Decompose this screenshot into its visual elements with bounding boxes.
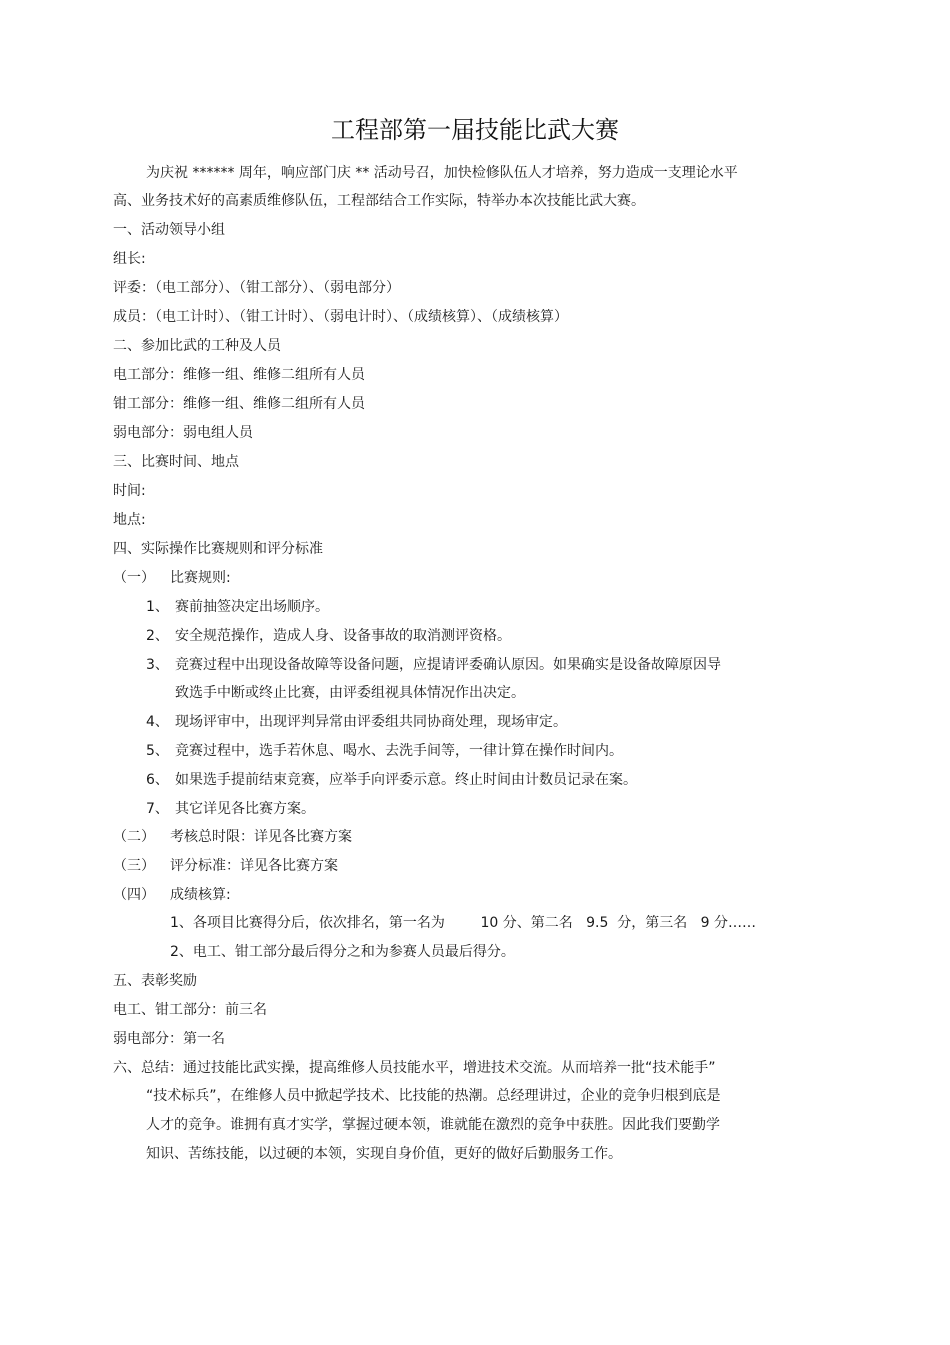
rule-text: 安全规范操作，造成人身、设备事故的取消测评资格。 <box>175 628 511 644</box>
members-line: 成员：（电工计时）、（钳工计时）、（弱电计时）、（成绩核算）、（成绩核算） <box>113 309 568 325</box>
section-5-heading: 五、表彰奖励 <box>113 973 197 989</box>
score-rule-2: 2、电工、钳工部分最后得分之和为参赛人员最后得分。 <box>170 944 515 960</box>
intro-line-1: 为庆祝 ****** 周年，响应部门庆 ** 活动号召，加快检修队伍人才培养，努力造成一支理论水平 <box>146 165 738 181</box>
summary-line-4: 知识、苦练技能，以过硬的本领，实现自身价值，更好的做好后勤服务工作。 <box>146 1146 622 1162</box>
rule-text: 如果选手提前结束竞赛，应举手向评委示意。终止时间由计数员记录在案。 <box>175 772 637 788</box>
rule-text: 赛前抽签决定出场顺序。 <box>175 599 329 615</box>
rule-number: 1、 <box>146 599 169 615</box>
rule-number: 4、 <box>146 714 169 730</box>
rule-item <box>146 742 623 760</box>
leader-line: 组长: <box>113 251 146 267</box>
section-4-heading: 四、实际操作比赛规则和评分标准 <box>113 541 323 557</box>
rule-number: 3、 <box>146 657 169 673</box>
fitter-line: 钳工部分：维修一组、维修二组所有人员 <box>113 396 365 412</box>
rule-item <box>146 598 329 616</box>
rule-text: 竞赛过程中，选手若休息、喝水、去洗手间等，一律计算在操作时间内。 <box>175 743 623 759</box>
rule-text: 致选手中断或终止比赛，由评委组视具体情况作出决定。 <box>175 685 525 701</box>
subsection-number: （二） <box>113 829 155 845</box>
subsection-1 <box>113 569 231 587</box>
intro-line-2: 高、业务技术好的高素质维修队伍，工程部结合工作实际，特举办本次技能比武大赛。 <box>113 193 645 209</box>
score-rule-1: 1、各项目比赛得分后，依次排名，第一名为 10 分、第二名 9.5 分，第三名 9 分…… <box>170 915 756 931</box>
subsection-text: 评分标准：详见各比赛方案 <box>170 858 338 874</box>
subsection-text: 成绩核算: <box>170 887 231 903</box>
rule-text: 竞赛过程中出现设备故障等设备问题，应提请评委确认原因。如果确实是设备故障原因导 <box>175 657 721 673</box>
judges-line: 评委：（电工部分）、（钳工部分）、（弱电部分） <box>113 280 400 296</box>
rule-item <box>146 800 315 818</box>
weak-current-line: 弱电部分：弱电组人员 <box>113 425 253 441</box>
summary-line-2: “技术标兵”，在维修人员中掀起学技术、比技能的热潮。总经理讲过，企业的竞争归根到底是 <box>146 1088 721 1104</box>
subsection-text: 考核总时限：详见各比赛方案 <box>170 829 352 845</box>
subsection-2 <box>113 828 352 846</box>
rule-item <box>146 771 637 789</box>
subsection-text: 比赛规则: <box>170 570 231 586</box>
award-line-a: 电工、钳工部分：前三名 <box>113 1002 267 1018</box>
rule-text: 现场评审中，出现评判异常由评委组共同协商处理，现场审定。 <box>175 714 567 730</box>
section-3-heading: 三、比赛时间、地点 <box>113 454 239 470</box>
award-line-b: 弱电部分：第一名 <box>113 1031 225 1047</box>
electric-line: 电工部分：维修一组、维修二组所有人员 <box>113 367 365 383</box>
rule-item-continuation <box>146 684 525 702</box>
rule-number: 5、 <box>146 743 169 759</box>
rule-item <box>146 713 567 731</box>
summary-line-1: 六、总结：通过技能比武实操，提高维修人员技能水平，增进技术交流。从而培养一批“技术能手” <box>113 1060 716 1076</box>
section-1-heading: 一、活动领导小组 <box>113 222 225 238</box>
place-line: 地点: <box>113 512 146 528</box>
rule-item <box>146 656 721 674</box>
page-title: 工程部第一届技能比武大赛 <box>331 116 619 144</box>
rule-number: 2、 <box>146 628 169 644</box>
time-line: 时间: <box>113 483 146 499</box>
rule-number: 7、 <box>146 801 169 817</box>
subsection-number: （四） <box>113 887 155 903</box>
rule-item <box>146 627 511 645</box>
subsection-3 <box>113 857 338 875</box>
section-2-heading: 二、参加比武的工种及人员 <box>113 338 281 354</box>
rule-number: 6、 <box>146 772 169 788</box>
subsection-number: （三） <box>113 858 155 874</box>
rule-text: 其它详见各比赛方案。 <box>175 801 315 817</box>
summary-line-3: 人才的竞争。谁拥有真才实学，掌握过硬本领，谁就能在激烈的竞争中获胜。因此我们要勤学 <box>146 1117 720 1133</box>
subsection-number: （一） <box>113 570 155 586</box>
subsection-4 <box>113 886 231 904</box>
